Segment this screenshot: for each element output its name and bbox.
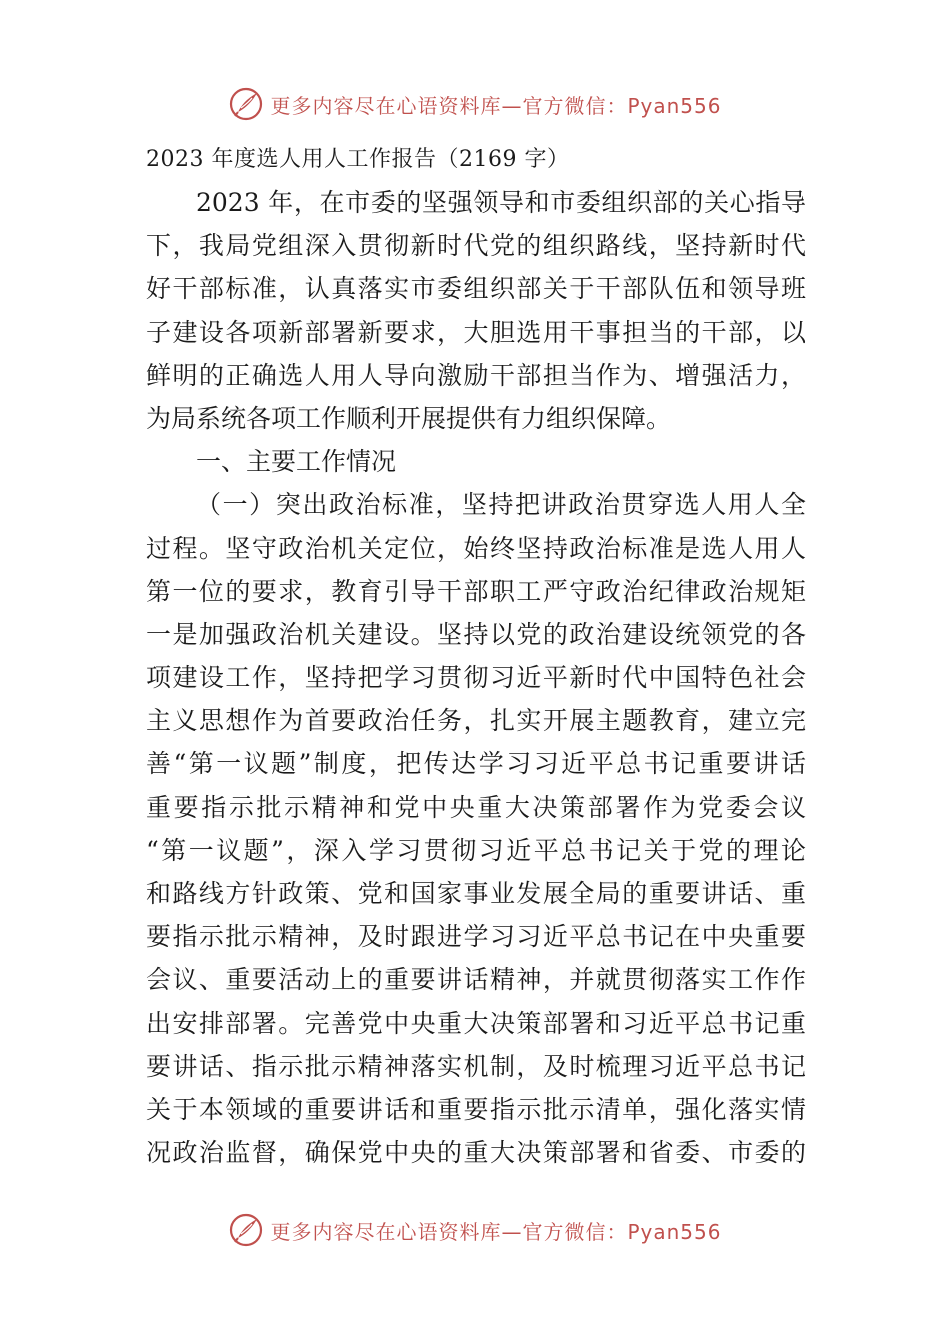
text-line: 要指示批示精神，及时跟进学习习近平总书记在中央重要 [146, 922, 806, 952]
section-heading: 一、主要工作情况 [196, 447, 397, 477]
watermark-footer [0, 1210, 950, 1250]
text-line: 要讲话、指示批示精神落实机制，及时梳理习近平总书记 [146, 1051, 806, 1081]
text-line: 鲜明的正确选人用人导向激励干部担当作为、增强活力， [146, 360, 806, 390]
text-line: 主义思想作为首要政治任务，扎实开展主题教育，建立完 [146, 706, 806, 736]
text-line: 项建设工作，坚持把学习贯彻习近平新时代中国特色社会 [146, 663, 806, 693]
text-line: 一是加强政治机关建设。坚持以党的政治建设统领党的各 [146, 619, 806, 649]
text-line: 为局系统各项工作顺利开展提供有力组织保障。 [146, 403, 672, 433]
text-line: 第一位的要求，教育引导干部职工严守政治纪律政治规矩 [146, 576, 806, 606]
text-line: 子建设各项新部署新要求，大胆选用干事担当的干部，以 [146, 317, 806, 347]
text-line: 过程。坚守政治机关定位，始终坚持政治标准是选人用人 [146, 533, 806, 563]
document-title: 2023 年度选人用人工作报告（2169 字） [146, 147, 570, 172]
text-line: 出安排部署。完善党中央重大决策部署和习近平总书记重 [146, 1008, 806, 1038]
text-line: 况政治监督，确保党中央的重大决策部署和省委、市委的 [146, 1138, 806, 1168]
text-line: 重要指示批示精神和党中央重大决策部署作为党委会议 [146, 792, 806, 822]
text-line: 善“第一议题”制度，把传达学习习近平总书记重要讲话 [146, 749, 806, 779]
watermark-text: 更多内容尽在心语资料库—官方微信：Pyan556 [270, 93, 722, 118]
watermark-header [0, 84, 950, 124]
text-line: 会议、重要活动上的重要讲话精神，并就贯彻落实工作作 [146, 965, 806, 995]
text-line: 关于本领域的重要讲话和重要指示批示清单，强化落实情 [146, 1094, 806, 1124]
quill-pen-logo-icon [228, 1212, 264, 1248]
paragraph-intro [146, 181, 806, 440]
text-line: （一）突出政治标准，坚持把讲政治贯穿选人用人全 [196, 490, 806, 520]
text-line: 下，我局党组深入贯彻新时代党的组织路线，坚持新时代 [146, 231, 806, 261]
text-line: 2023 年，在市委的坚强领导和市委组织部的关心指导 [196, 188, 806, 217]
document-body [146, 138, 806, 1174]
paragraph-political-standard [146, 483, 806, 1174]
watermark-text: 更多内容尽在心语资料库—官方微信：Pyan556 [270, 1219, 722, 1244]
quill-pen-logo-icon [228, 86, 264, 122]
text-line: 好干部标准，认真落实市委组织部关于干部队伍和领导班 [146, 274, 806, 304]
text-line: “第一议题”，深入学习贯彻习近平总书记关于党的理论 [146, 835, 806, 865]
text-line: 和路线方针政策、党和国家事业发展全局的重要讲话、重 [146, 879, 806, 908]
